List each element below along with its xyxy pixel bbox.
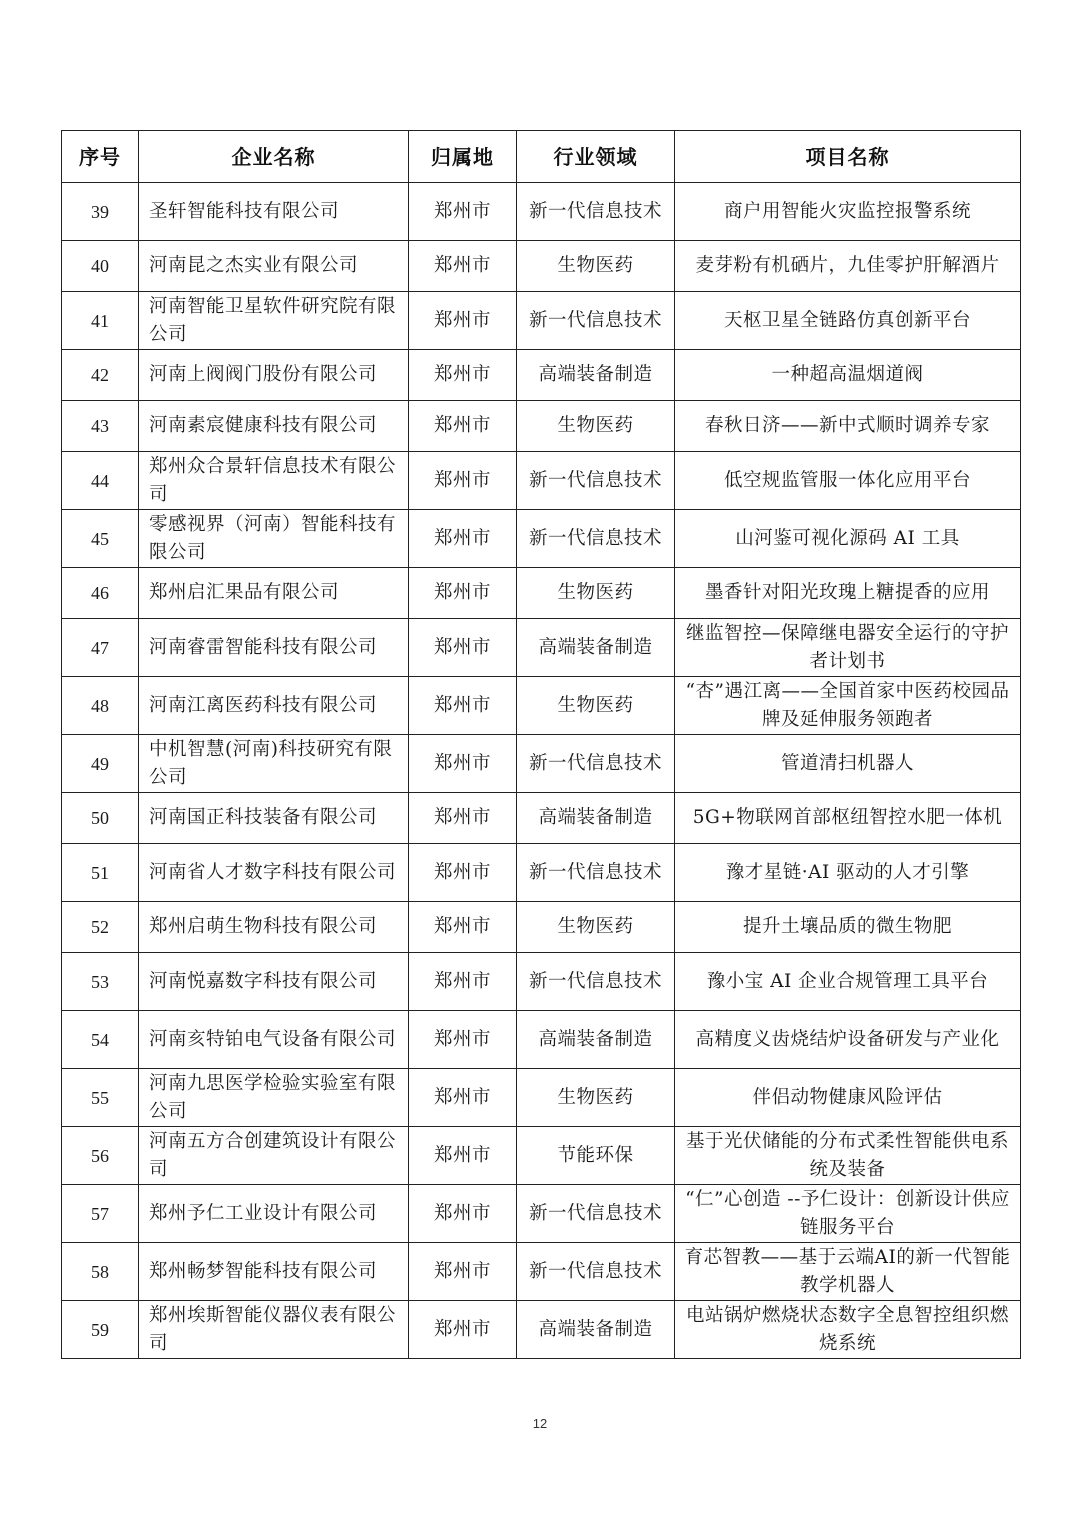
cell-index: 47 <box>62 619 139 677</box>
cell-index: 49 <box>62 735 139 793</box>
roster-table-container <box>61 130 1020 1359</box>
cell-index: 59 <box>62 1301 139 1359</box>
cell-company: 河南睿雷智能科技有限公司 <box>139 619 409 677</box>
cell-city: 郑州市 <box>409 793 517 844</box>
cell-index: 54 <box>62 1011 139 1069</box>
cell-index: 40 <box>62 241 139 292</box>
cell-city: 郑州市 <box>409 735 517 793</box>
table-row <box>62 902 1021 953</box>
cell-company: 河南智能卫星软件研究院有限公司 <box>139 292 409 350</box>
table-row <box>62 735 1021 793</box>
cell-city: 郑州市 <box>409 677 517 735</box>
table-row <box>62 953 1021 1011</box>
cell-company: 河南素宸健康科技有限公司 <box>139 401 409 452</box>
cell-city: 郑州市 <box>409 844 517 902</box>
cell-index: 45 <box>62 510 139 568</box>
header-index: 序号 <box>62 131 139 183</box>
cell-company: 郑州予仁工业设计有限公司 <box>139 1185 409 1243</box>
cell-sector: 高端装备制造 <box>517 1301 675 1359</box>
cell-project: 高精度义齿烧结炉设备研发与产业化 <box>675 1011 1021 1069</box>
table-row <box>62 510 1021 568</box>
cell-city: 郑州市 <box>409 1185 517 1243</box>
table-row <box>62 183 1021 241</box>
cell-index: 52 <box>62 902 139 953</box>
cell-index: 41 <box>62 292 139 350</box>
cell-company: 河南亥特铂电气设备有限公司 <box>139 1011 409 1069</box>
cell-index: 58 <box>62 1243 139 1301</box>
cell-city: 郑州市 <box>409 510 517 568</box>
cell-index: 57 <box>62 1185 139 1243</box>
cell-project: 伴侣动物健康风险评估 <box>675 1069 1021 1127</box>
cell-index: 51 <box>62 844 139 902</box>
cell-project: 麦芽粉有机硒片，九佳零护肝解酒片 <box>675 241 1021 292</box>
header-project: 项目名称 <box>675 131 1021 183</box>
cell-project: 提升土壤品质的微生物肥 <box>675 902 1021 953</box>
table-row <box>62 677 1021 735</box>
cell-company: 郑州畅梦智能科技有限公司 <box>139 1243 409 1301</box>
cell-sector: 生物医药 <box>517 1069 675 1127</box>
cell-sector: 生物医药 <box>517 902 675 953</box>
table-row <box>62 568 1021 619</box>
table-header-row <box>62 131 1021 183</box>
table-row <box>62 292 1021 350</box>
cell-sector: 生物医药 <box>517 568 675 619</box>
cell-city: 郑州市 <box>409 1127 517 1185</box>
cell-company: 零感视界（河南）智能科技有限公司 <box>139 510 409 568</box>
table-row <box>62 401 1021 452</box>
cell-project: “杏”遇江离——全国首家中医药校园品牌及延伸服务领跑者 <box>675 677 1021 735</box>
table-row <box>62 1243 1021 1301</box>
cell-city: 郑州市 <box>409 241 517 292</box>
cell-project: 管道清扫机器人 <box>675 735 1021 793</box>
cell-company: 河南省人才数字科技有限公司 <box>139 844 409 902</box>
table-row <box>62 241 1021 292</box>
cell-company: 河南悦嘉数字科技有限公司 <box>139 953 409 1011</box>
cell-company: 河南九思医学检验实验室有限公司 <box>139 1069 409 1127</box>
cell-city: 郑州市 <box>409 1069 517 1127</box>
header-company: 企业名称 <box>139 131 409 183</box>
cell-city: 郑州市 <box>409 183 517 241</box>
table-row <box>62 1185 1021 1243</box>
cell-company: 郑州众合景轩信息技术有限公司 <box>139 452 409 510</box>
cell-city: 郑州市 <box>409 1301 517 1359</box>
cell-company: 圣轩智能科技有限公司 <box>139 183 409 241</box>
cell-city: 郑州市 <box>409 902 517 953</box>
cell-city: 郑州市 <box>409 292 517 350</box>
cell-sector: 新一代信息技术 <box>517 183 675 241</box>
cell-project: 墨香针对阳光玫瑰上糖提香的应用 <box>675 568 1021 619</box>
cell-project: 豫才星链·AI 驱动的人才引擎 <box>675 844 1021 902</box>
cell-sector: 高端装备制造 <box>517 619 675 677</box>
table-row <box>62 1011 1021 1069</box>
cell-project: 低空规监管服一体化应用平台 <box>675 452 1021 510</box>
cell-sector: 生物医药 <box>517 241 675 292</box>
cell-company: 河南江离医药科技有限公司 <box>139 677 409 735</box>
table-row <box>62 619 1021 677</box>
cell-project: 春秋日济——新中式顺时调养专家 <box>675 401 1021 452</box>
cell-city: 郑州市 <box>409 1243 517 1301</box>
cell-company: 郑州启汇果品有限公司 <box>139 568 409 619</box>
cell-company: 郑州启萌生物科技有限公司 <box>139 902 409 953</box>
cell-index: 43 <box>62 401 139 452</box>
cell-index: 39 <box>62 183 139 241</box>
cell-company: 河南上阀阀门股份有限公司 <box>139 350 409 401</box>
cell-city: 郑州市 <box>409 1011 517 1069</box>
cell-sector: 新一代信息技术 <box>517 452 675 510</box>
cell-company: 河南昆之杰实业有限公司 <box>139 241 409 292</box>
header-city: 归属地 <box>409 131 517 183</box>
cell-project: 电站锅炉燃烧状态数字全息智控组织燃烧系统 <box>675 1301 1021 1359</box>
cell-sector: 高端装备制造 <box>517 350 675 401</box>
cell-project: “仁”心创造 --予仁设计：创新设计供应链服务平台 <box>675 1185 1021 1243</box>
cell-sector: 新一代信息技术 <box>517 735 675 793</box>
cell-company: 河南国正科技装备有限公司 <box>139 793 409 844</box>
cell-project: 山河鉴可视化源码 AI 工具 <box>675 510 1021 568</box>
table-row <box>62 1069 1021 1127</box>
cell-index: 48 <box>62 677 139 735</box>
cell-company: 中机智慧(河南)科技研究有限公司 <box>139 735 409 793</box>
cell-index: 44 <box>62 452 139 510</box>
cell-index: 46 <box>62 568 139 619</box>
cell-sector: 新一代信息技术 <box>517 844 675 902</box>
cell-city: 郑州市 <box>409 452 517 510</box>
cell-project: 继监智控—保障继电器安全运行的守护者计划书 <box>675 619 1021 677</box>
cell-index: 42 <box>62 350 139 401</box>
cell-sector: 高端装备制造 <box>517 793 675 844</box>
cell-sector: 节能环保 <box>517 1127 675 1185</box>
cell-project: 豫小宝 AI 企业合规管理工具平台 <box>675 953 1021 1011</box>
cell-sector: 新一代信息技术 <box>517 1185 675 1243</box>
cell-index: 53 <box>62 953 139 1011</box>
cell-company: 河南五方合创建筑设计有限公司 <box>139 1127 409 1185</box>
table-row <box>62 452 1021 510</box>
cell-city: 郑州市 <box>409 350 517 401</box>
cell-sector: 新一代信息技术 <box>517 292 675 350</box>
table-row <box>62 350 1021 401</box>
roster-table <box>61 130 1021 1359</box>
cell-project: 基于光伏储能的分布式柔性智能供电系统及装备 <box>675 1127 1021 1185</box>
cell-index: 55 <box>62 1069 139 1127</box>
table-row <box>62 793 1021 844</box>
cell-city: 郑州市 <box>409 401 517 452</box>
cell-index: 56 <box>62 1127 139 1185</box>
cell-sector: 生物医药 <box>517 677 675 735</box>
table-row <box>62 1127 1021 1185</box>
cell-company: 郑州埃斯智能仪器仪表有限公司 <box>139 1301 409 1359</box>
cell-sector: 高端装备制造 <box>517 1011 675 1069</box>
cell-city: 郑州市 <box>409 619 517 677</box>
cell-project: 5G+物联网首部枢纽智控水肥一体机 <box>675 793 1021 844</box>
cell-city: 郑州市 <box>409 568 517 619</box>
table-row <box>62 1301 1021 1359</box>
cell-index: 50 <box>62 793 139 844</box>
header-sector: 行业领域 <box>517 131 675 183</box>
cell-project: 商户用智能火灾监控报警系统 <box>675 183 1021 241</box>
table-row <box>62 844 1021 902</box>
cell-sector: 新一代信息技术 <box>517 1243 675 1301</box>
cell-sector: 生物医药 <box>517 401 675 452</box>
cell-project: 一种超高温烟道阀 <box>675 350 1021 401</box>
cell-project: 天枢卫星全链路仿真创新平台 <box>675 292 1021 350</box>
cell-project: 育芯智教——基于云端AI的新一代智能教学机器人 <box>675 1243 1021 1301</box>
cell-sector: 新一代信息技术 <box>517 510 675 568</box>
cell-city: 郑州市 <box>409 953 517 1011</box>
page-number: 12 <box>532 1416 548 1431</box>
cell-sector: 新一代信息技术 <box>517 953 675 1011</box>
